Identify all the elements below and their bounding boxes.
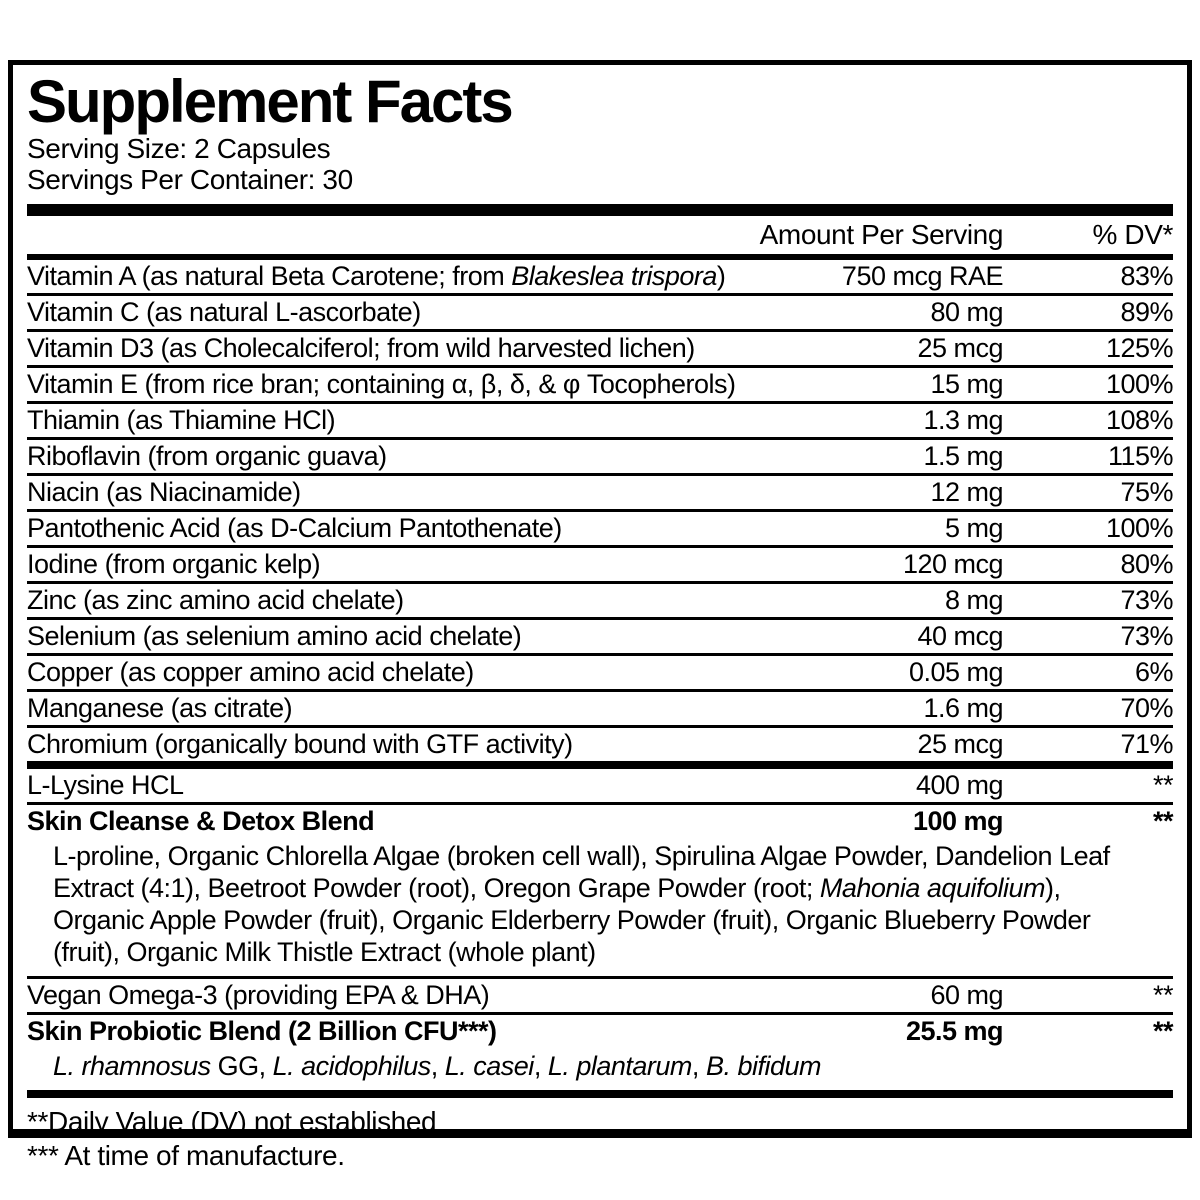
nutrient-dv: 70% [1120, 693, 1173, 723]
nutrient-row [27, 509, 1173, 545]
percent-dv-header: % DV* [1092, 219, 1173, 250]
nutrient-row [27, 293, 1173, 329]
nutrient-row [27, 976, 1173, 1012]
nutrient-row [27, 365, 1173, 401]
nutrient-row [27, 653, 1173, 689]
nutrient-row [27, 617, 1173, 653]
amount-per-serving-header: Amount Per Serving [759, 219, 1003, 250]
nutrient-row [27, 802, 1173, 838]
nutrient-name: Zinc (as zinc amino acid chelate) [27, 585, 404, 615]
nutrient-amount: 40 mcg [917, 621, 1003, 651]
nutrient-dv: ** [1152, 980, 1173, 1010]
nutrient-amount: 15 mg [930, 369, 1003, 399]
nutrient-name: Vitamin A (as natural Beta Carotene; from Blakeslea trispora) [27, 261, 726, 291]
nutrient-name: Riboflavin (from organic guava) [27, 441, 387, 471]
nutrient-name: Selenium (as selenium amino acid chelate) [27, 621, 522, 651]
nutrient-amount: 0.05 mg [908, 657, 1003, 687]
nutrient-row [27, 725, 1173, 761]
nutrient-amount: 1.6 mg [923, 693, 1003, 723]
nutrient-row [27, 329, 1173, 365]
nutrient-dv: ** [1152, 770, 1173, 800]
nutrient-dv: 73% [1120, 585, 1173, 615]
header-divider-bar [27, 204, 1173, 216]
nutrient-amount: 1.3 mg [923, 405, 1003, 435]
nutrient-name: Vitamin E (from rice bran; containing α, β, δ, & φ Tocopherols) [27, 369, 736, 399]
section-divider-bar [27, 1090, 1173, 1098]
nutrient-name: Pantothenic Acid (as D-Calcium Pantothenate) [27, 513, 562, 543]
skin-cleanse-detox-blend-ingredients: L-proline, Organic Chlorella Algae (broken cell wall), Spirulina Algae Powder, Dandelion Leaf Extract (4:1), Beetroot Powder (root), Oregon Grape Powder (root; Mahonia aquifolium), Organic Apple Powder (fruit), Organic Elderberry Powder (fruit), Organic Blueberry Powder (fruit), Organic Milk Thistle Extract (whole plant) [53, 841, 1110, 967]
footnote-dv-not-established: **Daily Value (DV) not established [27, 1106, 437, 1137]
facts-table-body [27, 260, 1173, 1098]
nutrient-name: Iodine (from organic kelp) [27, 549, 321, 579]
nutrient-amount: 25 mcg [917, 333, 1003, 363]
nutrient-dv: 89% [1120, 297, 1173, 327]
footnotes [27, 1105, 1173, 1173]
nutrient-dv: ** [1152, 806, 1173, 836]
nutrient-dv: 71% [1120, 729, 1173, 759]
nutrient-amount: 25.5 mg [905, 1016, 1003, 1046]
nutrient-dv: ** [1152, 1016, 1173, 1046]
nutrient-name: Thiamin (as Thiamine HCl) [27, 405, 336, 435]
nutrient-amount: 25 mcg [917, 729, 1003, 759]
nutrient-name: Vitamin C (as natural L-ascorbate) [27, 297, 421, 327]
nutrient-row [27, 1012, 1173, 1048]
nutrient-amount: 1.5 mg [923, 441, 1003, 471]
nutrient-row [27, 545, 1173, 581]
nutrient-dv: 80% [1120, 549, 1173, 579]
nutrient-dv: 73% [1120, 621, 1173, 651]
column-header-row [27, 216, 1173, 260]
nutrient-amount: 8 mg [944, 585, 1003, 615]
footnote-at-time-of-manufacture: *** At time of manufacture. [27, 1140, 345, 1171]
supplement-facts-panel [8, 60, 1192, 1171]
section-divider-bar [27, 761, 1173, 769]
serving-size-line: Serving Size: 2 Capsules [27, 133, 331, 164]
nutrient-amount: 80 mg [930, 297, 1003, 327]
nutrient-name: Manganese (as citrate) [27, 693, 293, 723]
nutrient-row [27, 581, 1173, 617]
nutrient-dv: 6% [1134, 657, 1173, 687]
nutrient-dv: 75% [1120, 477, 1173, 507]
servings-per-container-line: Servings Per Container: 30 [27, 164, 353, 195]
nutrient-row [27, 473, 1173, 509]
nutrient-name: Skin Probiotic Blend (2 Billion CFU***) [27, 1016, 497, 1046]
nutrient-row [27, 689, 1173, 725]
nutrient-amount: 750 mcg RAE [841, 261, 1003, 291]
supplement-facts-title: Supplement Facts [27, 68, 512, 135]
nutrient-dv: 100% [1105, 513, 1173, 543]
nutrient-row [27, 401, 1173, 437]
nutrient-name: Copper (as copper amino acid chelate) [27, 657, 474, 687]
nutrient-amount: 5 mg [944, 513, 1003, 543]
nutrient-name: Vegan Omega-3 (providing EPA & DHA) [27, 980, 490, 1010]
nutrient-name: Chromium (organically bound with GTF activity) [27, 729, 573, 759]
nutrient-row [27, 260, 1173, 293]
nutrient-name: Skin Cleanse & Detox Blend [27, 806, 375, 836]
nutrient-dv: 108% [1105, 405, 1173, 435]
nutrient-name: L-Lysine HCL [27, 770, 184, 800]
nutrient-amount: 60 mg [930, 980, 1003, 1010]
skin-probiotic-blend-species: L. rhamnosus GG, L. acidophilus, L. casei, L. plantarum, B. bifidum [53, 1051, 821, 1081]
nutrient-amount: 120 mcg [902, 549, 1003, 579]
nutrient-amount: 400 mg [915, 770, 1003, 800]
nutrient-dv: 100% [1105, 369, 1173, 399]
nutrient-amount: 100 mg [912, 806, 1003, 836]
nutrient-amount: 12 mg [930, 477, 1003, 507]
nutrient-name: Vitamin D3 (as Cholecalciferol; from wild harvested lichen) [27, 333, 695, 363]
nutrient-dv: 125% [1105, 333, 1173, 363]
nutrient-dv: 83% [1120, 261, 1173, 291]
nutrient-dv: 115% [1107, 441, 1173, 471]
nutrient-name: Niacin (as Niacinamide) [27, 477, 301, 507]
nutrient-row [27, 437, 1173, 473]
nutrient-row [27, 769, 1173, 802]
